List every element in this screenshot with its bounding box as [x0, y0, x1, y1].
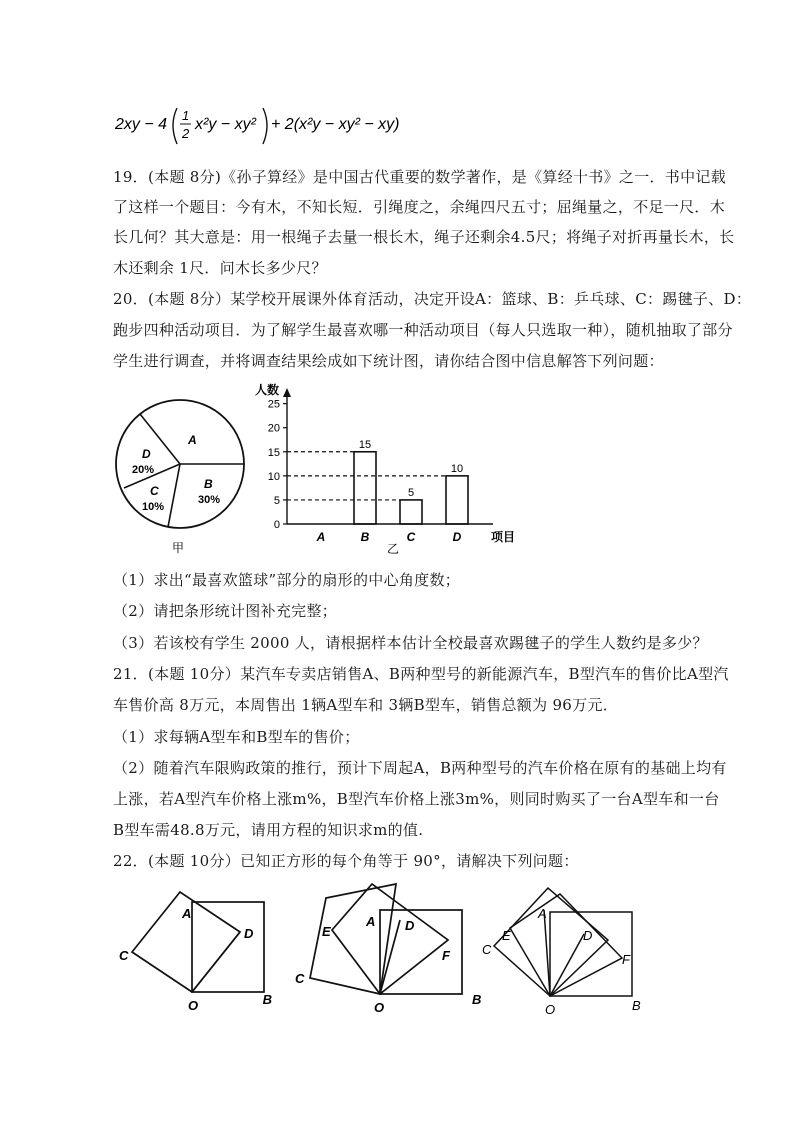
q19-line-2: 了这样一个题目：今有木，不知长短．引绳度之，余绳四尺五寸；屈绳量之，不足一尺．木 [113, 198, 726, 216]
q20-sub-3: （3）若该校有学生 2000 人，请根据样本估计全校最喜欢踢毽子的学生人数约是多少？ [113, 634, 708, 652]
fig2-label-f: F [442, 948, 450, 963]
fig2-label-c: C [295, 971, 305, 986]
pie-divider-b-c [168, 464, 180, 527]
x-tick-label: B [360, 530, 370, 544]
q22-line-1: 22．(本题 10分）已知正方形的每个角等于 90°，请解决下列问题： [113, 852, 579, 870]
fig1-label-c: C [119, 948, 129, 963]
x-tick-label: C [406, 530, 416, 544]
fig1-line-od [192, 932, 240, 992]
square-figure-3 [480, 876, 650, 1021]
q20-line-2: 跑步四种活动项目．为了解学生最喜欢哪一种活动项目（每人只选取一种），随机抽取了部分 [113, 321, 733, 339]
q20-line-1: 20．(本题 8分）某学校开展课外体育活动，决定开设A：篮球、B：乒乓球、C：踢毽子、D： [113, 290, 752, 308]
fig2-label-b: B [472, 992, 482, 1007]
q21-sub-2c: B型车需48.8万元，请用方程的知识求m的值. [113, 821, 424, 839]
formula-part-5: + 2(x²y − xy² − xy) [271, 116, 400, 133]
y-tick-label: 0 [273, 519, 280, 531]
fig3-label-b: B [632, 998, 641, 1013]
q20-line-3: 学生进行调查，并将调查结果绘成如下统计图，请你结合图中信息解答下列问题： [113, 352, 664, 370]
fig3-label-f: F [622, 952, 630, 967]
fig2-label-e: E [322, 924, 331, 939]
bar-c [400, 500, 422, 524]
right-paren [263, 108, 267, 144]
fraction-numerator: 1 [182, 108, 190, 123]
fig3-label-c: C [482, 942, 492, 957]
pie-value-d: 20% [132, 464, 155, 476]
y-tick-label: 10 [267, 470, 280, 483]
q19-line-3: 长几何？其大意是：用一根绳子去量一根长木，绳子还剩余4.5尺；将绳子对折再量长木，长 [113, 228, 735, 246]
pie-label-d: D [142, 447, 151, 461]
fig3-label-a: A [538, 906, 547, 921]
bar-value-label: 10 [450, 462, 464, 475]
bar-value-label: 5 [407, 486, 415, 499]
pie-chart [112, 388, 252, 558]
q21-sub-2b: 上涨，若A型汽车价格上涨m%，B型汽车价格上涨3m%，则同时购买了一台A型车和一台 [113, 790, 720, 808]
pie-label-b: B [204, 477, 213, 491]
pie-value-c: 10% [142, 501, 165, 513]
fig3-label-o: O [545, 1002, 556, 1017]
y-tick-label: 25 [267, 398, 280, 411]
pie-label-c: C [150, 484, 159, 498]
q21-line-1: 21．(本题 10分）某汽车专卖店销售A、B两种型号的新能源汽车，B型汽车的售价比A型汽 [113, 665, 729, 683]
formula-svg [113, 100, 413, 150]
fraction-denominator: 2 [182, 126, 190, 141]
x-axis-title: 项目 [491, 530, 516, 544]
q21-sub-2a: （2）随着汽车限购政策的推行，预计下周起A，B两种型号的汽车价格在原有的基础上均有 [113, 759, 727, 777]
fig2-square-oc [310, 884, 396, 994]
fig2-label-d: D [405, 918, 415, 933]
q20-sub-2: （2）请把条形统计图补充完整； [113, 602, 338, 620]
left-paren [173, 108, 177, 144]
x-tick-label: D [452, 530, 462, 544]
pie-caption: 甲 [172, 541, 185, 555]
pie-value-b: 30% [198, 494, 221, 506]
fig3-label-e: E [502, 928, 511, 943]
fig1-label-o: O [188, 998, 199, 1013]
square-figure-2 [292, 880, 487, 1020]
fig3-label-d: D [583, 928, 593, 943]
q21-sub-1: （1）求每辆A型车和B型车的售价； [113, 728, 360, 746]
bar-value-label: 15 [358, 438, 372, 451]
fig3-line-oa [544, 910, 550, 996]
bar-caption: 乙 [387, 542, 400, 556]
bar-b [354, 452, 376, 524]
y-tick-label: 20 [267, 422, 280, 435]
fig1-label-a: A [182, 906, 192, 921]
fig2-label-o: O [374, 1000, 385, 1015]
formula-part-1: 2xy − 4 [115, 116, 168, 133]
x-tick-label: A [316, 530, 326, 544]
fig2-label-a: A [366, 914, 376, 929]
q21-line-2: 车售价高 8万元，本周售出 1辆A型车和 3辆B型车，销售总额为 96万元． [113, 696, 619, 714]
bar-chart [255, 378, 525, 556]
fig1-label-b: B [262, 992, 272, 1007]
y-axis-title: 人数 [255, 383, 280, 397]
y-tick-label: 15 [267, 446, 280, 459]
pie-label-a: A [188, 433, 197, 447]
q19-line-1: 19．(本题 8分)《孙子算经》是中国古代重要的数学著作，是《算经十书》之一．书中记载 [113, 168, 727, 186]
fig1-label-d: D [244, 926, 254, 941]
y-tick-label: 5 [273, 494, 280, 507]
formula-part-4: x²y − xy² [195, 116, 256, 133]
square-figure-1 [112, 880, 272, 1020]
expression-formula [113, 100, 413, 155]
fig2-square-ef [332, 884, 448, 994]
bar-d [446, 476, 468, 524]
q20-sub-1: （1）求出“最喜欢篮球”部分的扇形的中心角度数； [113, 571, 461, 589]
y-axis-arrow [283, 388, 291, 397]
q19-line-4: 木还剩余 1尺．问木长多少尺？ [113, 259, 327, 277]
